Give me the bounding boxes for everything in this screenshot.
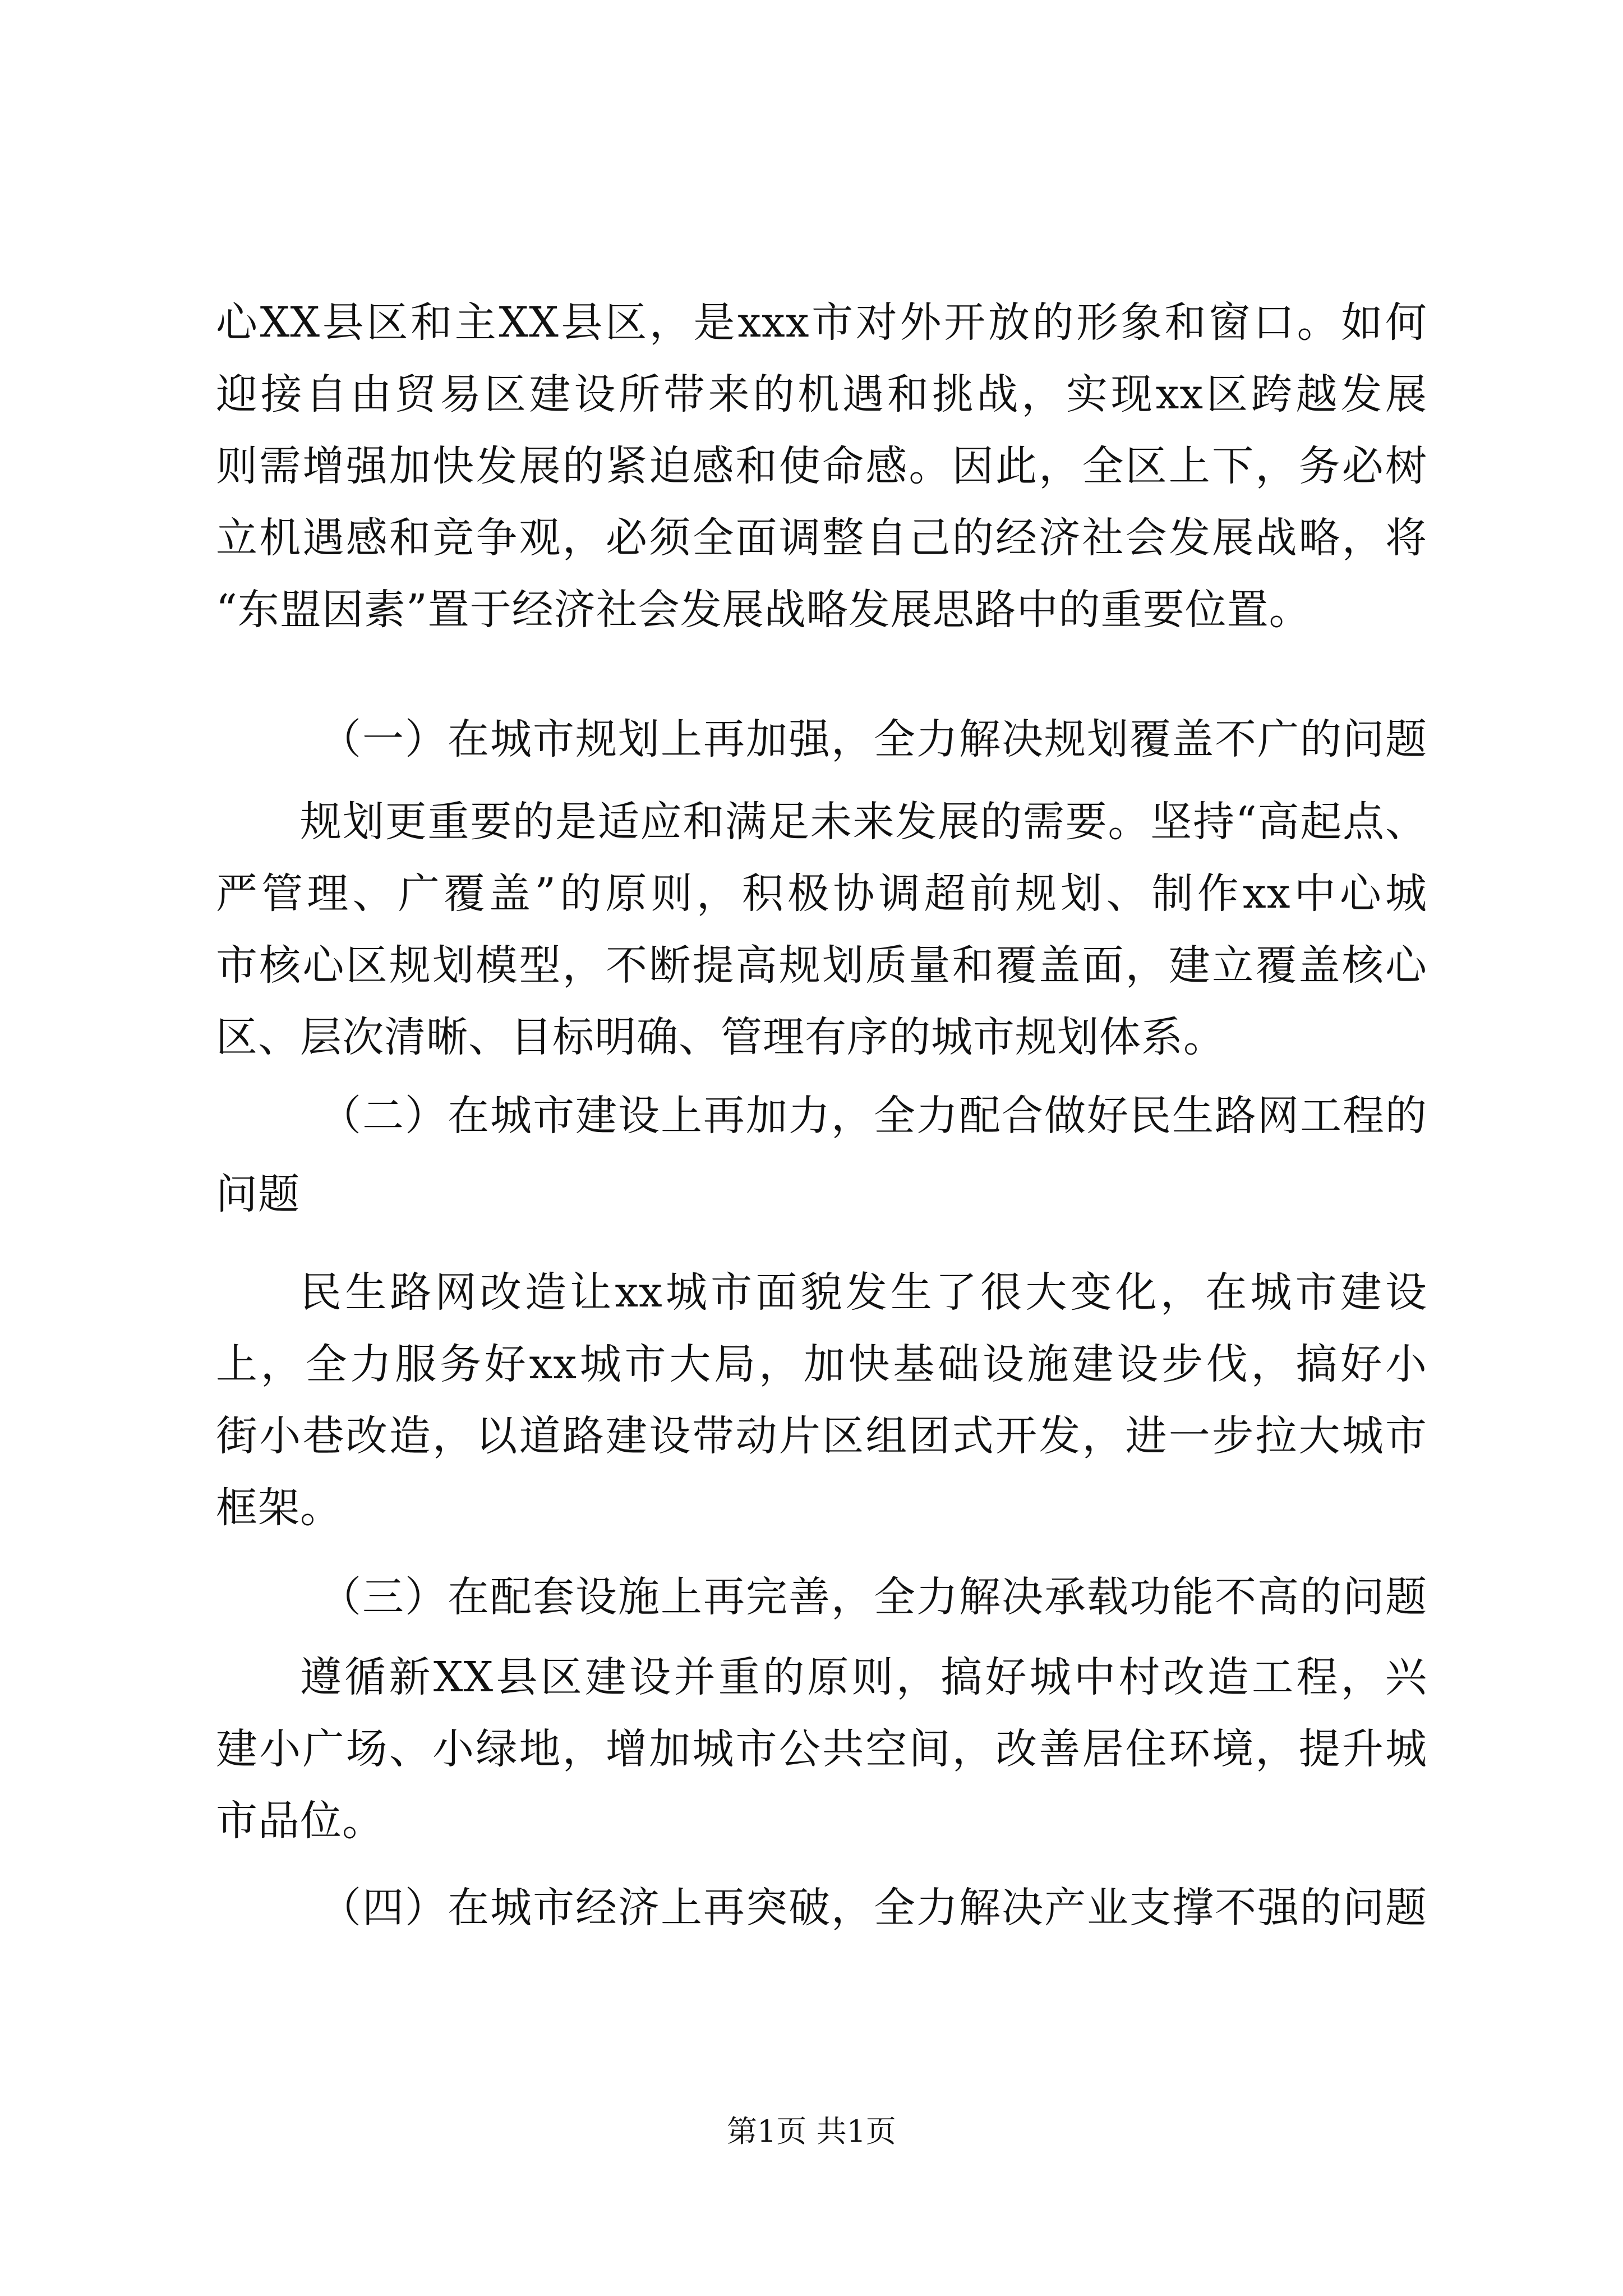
text-line: 则需增强加快发展的紧迫感和使命感。因此，全区上下，务必树: [216, 442, 1427, 490]
text-line: 立机遇感和竞争观，必须全面调整自己的经济社会发展战略，将: [216, 514, 1427, 562]
text-line: “东盟因素”置于经济社会发展战略发展思路中的重要位置。: [216, 586, 1311, 634]
text-line: 区、层次清晰、目标明确、管理有序的城市规划体系。: [216, 1013, 1225, 1061]
text-line: 遵循新XX县区建设并重的原则，搞好城中村改造工程，兴: [300, 1653, 1427, 1701]
section-heading: （三）在配套设施上再完善，全力解决承载功能不高的问题: [320, 1573, 1427, 1621]
section-heading: （四）在城市经济上再突破，全力解决产业支撑不强的问题: [320, 1884, 1427, 1932]
text-line: 街小巷改造，以道路建设带动片区组团式开发，进一步拉大城市: [216, 1412, 1427, 1460]
section-heading: （一）在城市规划上再加强，全力解决规划覆盖不广的问题: [320, 715, 1427, 763]
text-line: 框架。: [216, 1484, 342, 1532]
page-number: 第1页 共1页: [727, 2114, 896, 2149]
section-heading: 问题: [216, 1170, 300, 1218]
text-line: 心XX县区和主XX县区，是xxx市对外开放的形象和窗口。如何: [216, 298, 1427, 347]
text-line: 严管理、广覆盖”的原则，积极协调超前规划、制作xx中心城: [216, 869, 1427, 918]
text-line: 建小广场、小绿地，增加城市公共空间，改善居住环境，提升城: [216, 1725, 1427, 1773]
text-line: 市品位。: [216, 1797, 384, 1845]
text-line: 规划更重要的是适应和满足未来发展的需要。坚持“高起点、: [300, 798, 1427, 846]
section-heading: （二）在城市建设上再加力，全力配合做好民生路网工程的: [320, 1092, 1427, 1140]
text-line: 市核心区规划模型，不断提高规划质量和覆盖面，建立覆盖核心: [216, 941, 1427, 990]
text-line: 民生路网改造让xx城市面貌发生了很大变化，在城市建设: [300, 1268, 1427, 1317]
text-line: 迎接自由贸易区建设所带来的机遇和挑战，实现xx区跨越发展: [216, 370, 1427, 418]
text-line: 上，全力服务好xx城市大局，加快基础设施建设步伐，搞好小: [216, 1340, 1427, 1388]
